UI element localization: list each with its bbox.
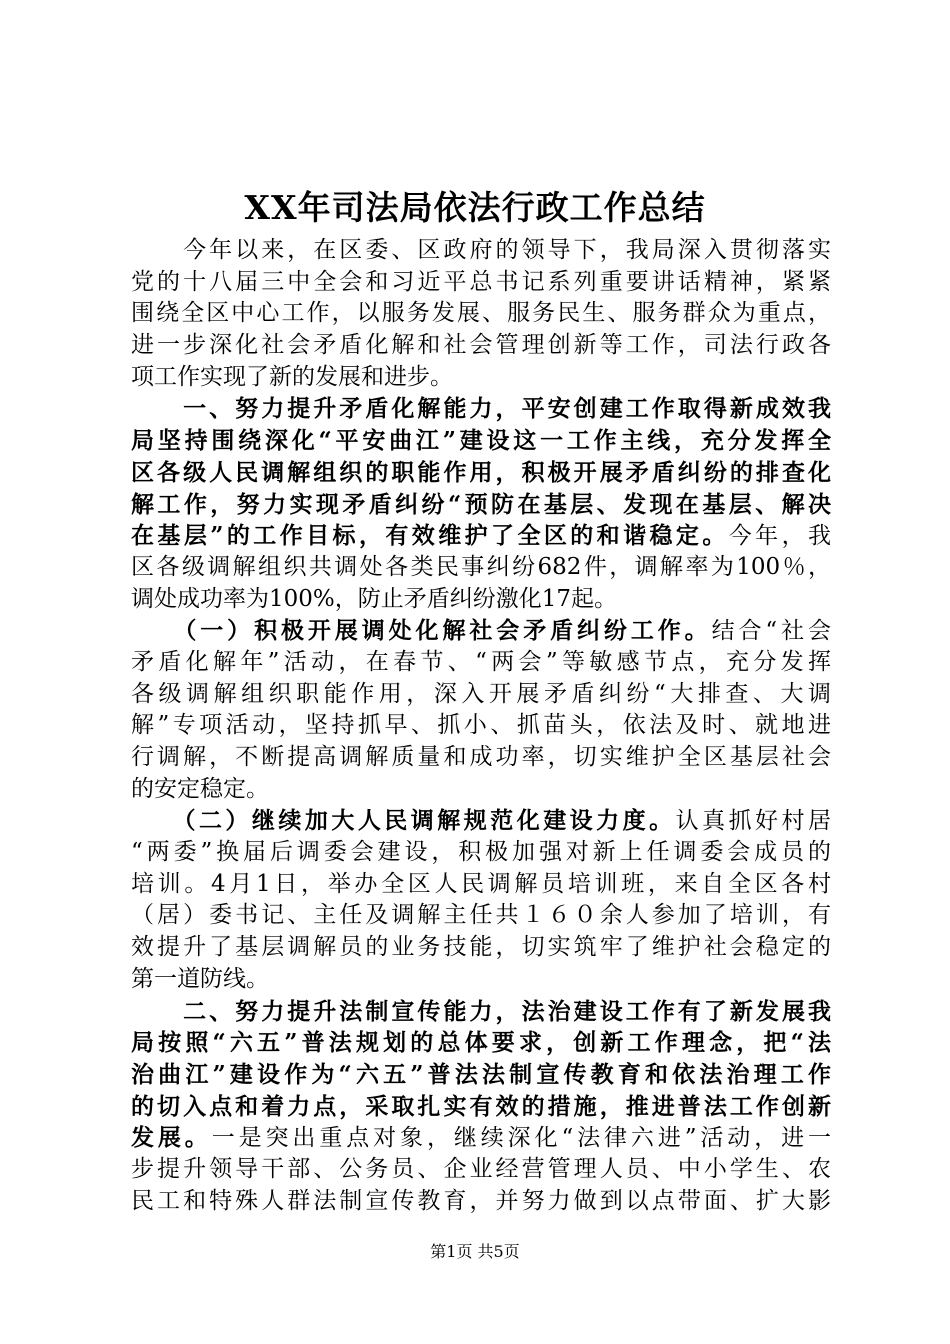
bold-heading-text: 二、努力提升法制宣传能力，法治建设工作有了新发展我: [131, 997, 831, 1025]
body-text-run: “两委”换届后调委会建设，积极加强对新上任调委会成员的: [131, 839, 831, 866]
text-line: [131, 457, 831, 489]
text-line: [131, 774, 831, 806]
body-text-run: 结合“社会: [711, 618, 831, 645]
body-text-run: 培训。4月1日，举办全区人民调解员培训班，来自全区各村: [131, 870, 831, 897]
body-text-run: 调处成功率为100%，防止矛盾纠纷激化17起。: [131, 585, 618, 612]
bold-heading-text: 区各级人民调解组织的职能作用，积极开展矛盾纠纷的排查化: [131, 458, 831, 486]
body-text-run: 解”专项活动，坚持抓早、抓小、抓苗头，依法及时、就地进: [131, 712, 831, 739]
bold-heading-text: 局按照“六五”普法规划的总体要求，创新工作理念，把“法: [131, 1029, 831, 1057]
body-text-run: 效提升了基层调解员的业务技能，切实筑牢了维护社会稳定的: [131, 934, 831, 961]
text-line: [131, 362, 831, 394]
text-line: [131, 742, 831, 774]
body-text-run: 民工和特殊人群法制宣传教育，并努力做到以点带面、扩大影: [131, 1187, 831, 1214]
text-line: [131, 520, 831, 552]
text-line: [131, 869, 831, 901]
body-text-run: 行调解，不断提高调解质量和成功率，切实维护全区基层社会: [131, 744, 831, 770]
text-line: [131, 1059, 831, 1091]
text-line: [131, 1027, 831, 1059]
text-line: [131, 584, 831, 616]
text-line: [131, 1122, 831, 1154]
body-text-run: （居）委书记、主任及调解主任共１６０余人参加了培训，有: [131, 902, 831, 929]
text-line: [131, 964, 831, 996]
body-text-run: 今年以来，在区委、区政府的领导下，我局深入贯彻落实: [131, 237, 831, 263]
bold-heading-text: 局坚持围绕深化“平安曲江”建设这一工作主线，充分发挥全: [131, 427, 831, 455]
text-line: [131, 932, 831, 964]
page-footer: 第1页 共5页: [430, 1242, 520, 1261]
text-line: [131, 489, 831, 521]
body-text-run: 各级调解组织职能作用，深入开展矛盾纠纷“大排查、大调: [131, 680, 831, 707]
body-text-run: 步提升领导干部、公务员、企业经营管理人员、中小学生、农: [131, 1155, 831, 1182]
text-line: [131, 267, 831, 299]
text-line: [131, 425, 831, 457]
text-line: [131, 235, 831, 267]
body-text-run: 一是突出重点对象，继续深化“法律六进”活动，进一: [211, 1125, 831, 1152]
bold-heading-text: 一、努力提升矛盾化解能力，平安创建工作取得新成效我: [131, 395, 831, 423]
text-line: [131, 679, 831, 711]
bold-heading-text: 发展。: [131, 1124, 212, 1152]
body-text-run: 的安定稳定。: [131, 775, 269, 802]
document-body: [131, 235, 831, 1217]
text-line: [131, 1154, 831, 1186]
body-text-run: 进一步深化社会矛盾化解和社会管理创新等工作，司法行政各: [131, 332, 831, 359]
body-text-run: 项工作实现了新的发展和进步。: [131, 363, 453, 390]
text-line: [131, 647, 831, 679]
bold-heading-text: 的切入点和着力点，采取扎实有效的措施，推进普法工作创新: [131, 1092, 831, 1120]
text-line: [131, 805, 831, 837]
body-text-run: 今年，我: [728, 523, 831, 550]
body-text-run: 第一道防线。: [131, 965, 269, 992]
bold-heading-text: 治曲江”建设作为“六五”普法法制宣传教育和依法治理工作: [131, 1060, 831, 1088]
bold-heading-text: （一）积极开展调处化解社会矛盾纠纷工作。: [131, 617, 712, 645]
document-title: XX年司法局依法行政工作总结: [244, 188, 706, 227]
body-text-run: 矛盾化解年”活动，在春节、“两会”等敏感节点，充分发挥: [131, 648, 831, 675]
body-text-run: 认真抓好村居: [675, 808, 831, 835]
text-line: [131, 1091, 831, 1123]
bold-heading-text: 解工作，努力实现矛盾纠纷“预防在基层、发现在基层、解决: [131, 490, 831, 518]
text-line: [131, 615, 831, 647]
text-line: [131, 393, 831, 425]
text-line: [131, 552, 831, 584]
text-line: [131, 1186, 831, 1218]
text-line: [131, 900, 831, 932]
text-line: [131, 837, 831, 869]
text-line: [131, 996, 831, 1028]
bold-heading-text: （二）继续加大人民调解规范化建设力度。: [131, 807, 676, 835]
body-text-run: 区各级调解组织共调处各类民事纠纷682件，调解率为100％，: [131, 553, 831, 580]
text-line: [131, 330, 831, 362]
text-line: [131, 298, 831, 330]
body-text-run: 围绕全区中心工作，以服务发展、服务民生、服务群众为重点，: [131, 300, 831, 327]
bold-heading-text: 在基层”的工作目标，有效维护了全区的和谐稳定。: [131, 522, 729, 550]
body-text-run: 党的十八届三中全会和习近平总书记系列重要讲话精神，紧紧: [131, 268, 831, 295]
text-line: [131, 710, 831, 742]
